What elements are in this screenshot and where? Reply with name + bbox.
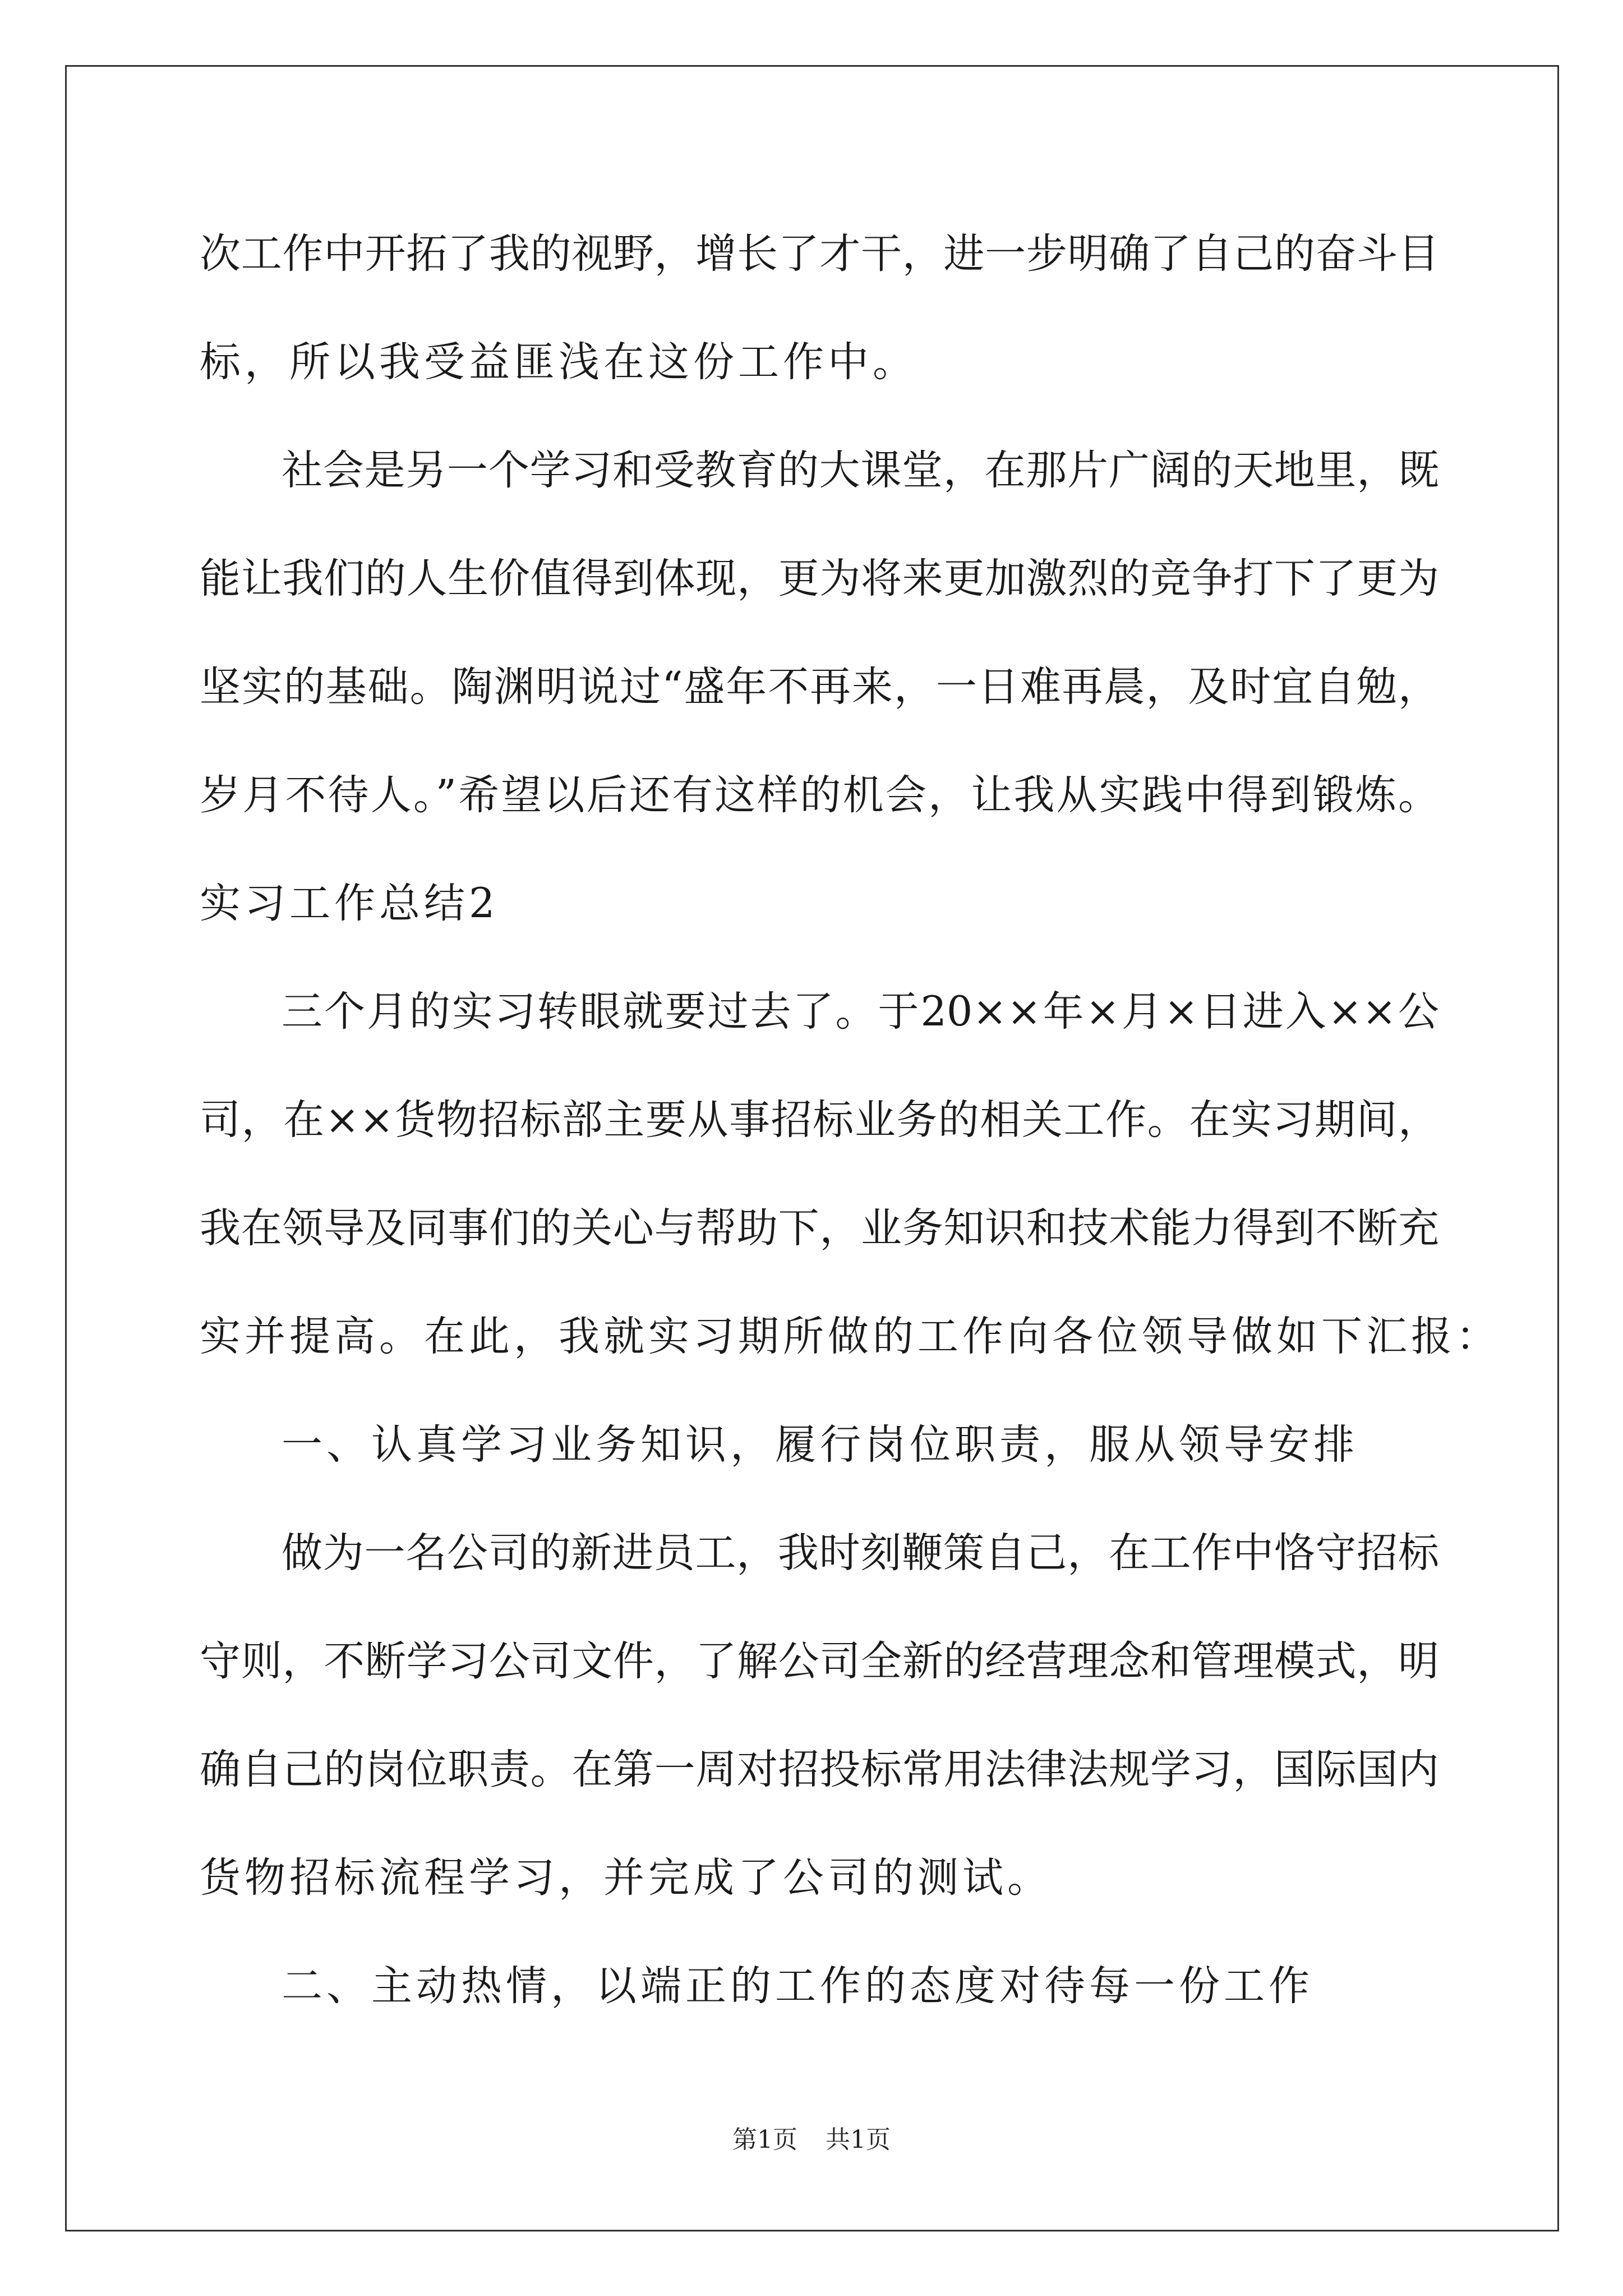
text-line: 实并提高。在此，我就实习期所做的工作向各位领导做如下汇报：	[200, 1313, 1501, 1360]
text-line: 确自己的岗位职责。在第一周对招投标常用法律法规学习，国际国内	[200, 1746, 1439, 1793]
text-line: 货物招标流程学习，并完成了公司的测试。	[200, 1854, 1052, 1902]
subheading-line: 二、主动热情，以端正的工作的态度对待每一份工作	[282, 1962, 1313, 2010]
text-line: 坚实的基础。陶渊明说过“盛年不再来，一日难再晨，及时宜自勉，	[200, 663, 1439, 711]
section-heading: 实习工作总结2	[200, 880, 499, 927]
text-line: 次工作中开拓了我的视野，增长了才干，进一步明确了自己的奋斗目	[200, 230, 1439, 278]
text-line: 我在领导及同事们的关心与帮助下，业务知识和技术能力得到不断充	[200, 1204, 1439, 1252]
page-number-current: 第1页	[732, 2125, 797, 2154]
page-number-total: 共1页	[826, 2125, 891, 2154]
text-line: 三个月的实习转眼就要过去了。于20××年×月×日进入××公	[282, 988, 1439, 1036]
text-line: 能让我们的人生价值得到体现，更为将来更加激烈的竞争打下了更为	[200, 555, 1439, 602]
text-line: 岁月不待人。”希望以后还有这样的机会，让我从实践中得到锻炼。	[200, 771, 1439, 819]
text-line: 做为一名公司的新进员工，我时刻鞭策自己，在工作中恪守招标	[282, 1529, 1439, 1577]
text-line: 司，在××货物招标部主要从事招标业务的相关工作。在实习期间，	[200, 1096, 1439, 1144]
text-line: 社会是另一个学习和受教育的大课堂，在那片广阔的天地里，既	[282, 447, 1439, 494]
text-line: 标，所以我受益匪浅在这份工作中。	[200, 338, 917, 386]
page-footer	[0, 2123, 1623, 2157]
subheading-line: 一、认真学习业务知识，履行岗位职责，服从领导安排	[282, 1421, 1358, 1469]
text-line: 守则，不断学习公司文件，了解公司全新的经营理念和管理模式，明	[200, 1637, 1439, 1685]
